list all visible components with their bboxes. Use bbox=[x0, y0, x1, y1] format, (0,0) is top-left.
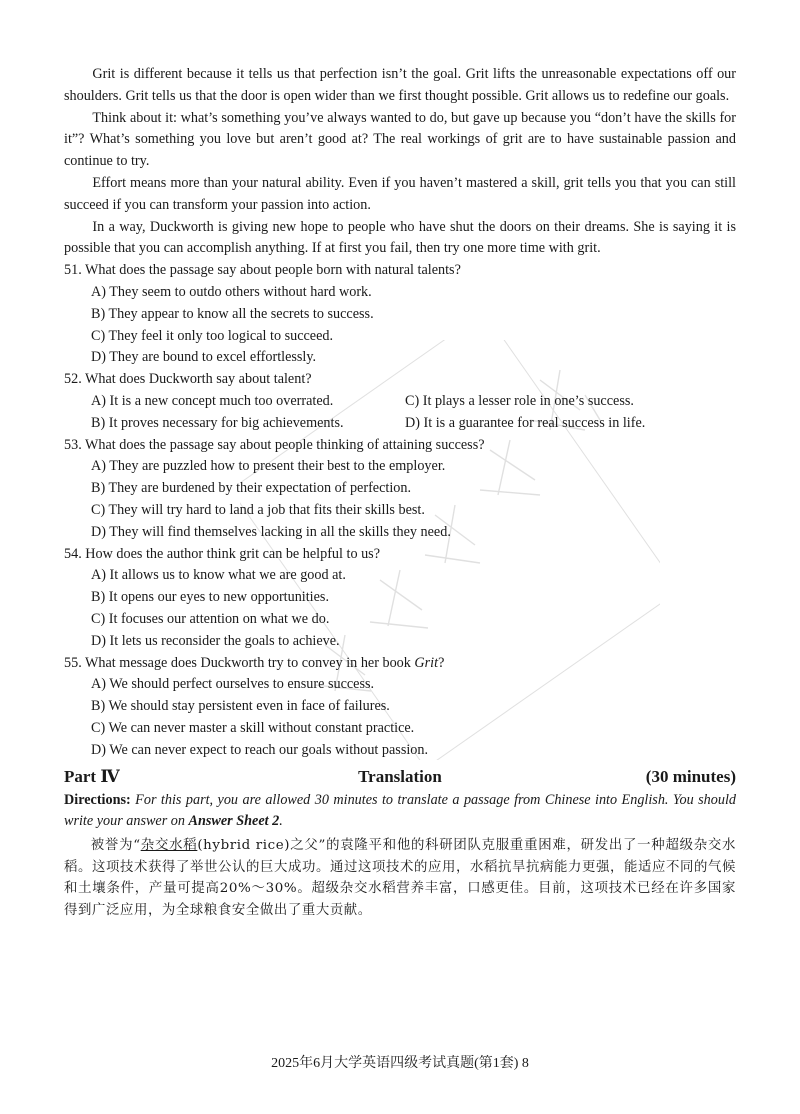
reading-passage bbox=[64, 64, 736, 260]
passage-paragraph: Effort means more than your natural ability. Even if you haven’t mastered a skill, grit tells you that you can still succeed if you can transform your passion into action. bbox=[64, 174, 736, 213]
question-stem: 51. What does the passage say about people born with natural talents? bbox=[64, 262, 461, 279]
directions bbox=[64, 790, 736, 834]
option-a: A) They are puzzled how to present their best to the employer. bbox=[91, 458, 446, 475]
option-a: A) It is a new concept much too overrated. bbox=[91, 392, 334, 409]
part-4-section bbox=[64, 765, 736, 922]
option-d: D) We can never expect to reach our goals without passion. bbox=[91, 741, 429, 758]
directions-end: . bbox=[279, 813, 283, 830]
option-c: C) It focuses our attention on what we do. bbox=[91, 610, 330, 627]
question-55 bbox=[64, 653, 736, 762]
question-54 bbox=[64, 544, 736, 653]
directions-text: For this part, you are allowed 30 minutes to translate a passage from Chinese into English. You should write your answer on bbox=[64, 791, 736, 830]
directions-label: Directions: bbox=[64, 791, 131, 808]
question-51 bbox=[64, 260, 736, 369]
content-area bbox=[64, 64, 736, 921]
question-stem: 53. What does the passage say about people thinking of attaining success? bbox=[64, 436, 485, 453]
option-d: D) It is a guarantee for real success in life. bbox=[405, 414, 646, 431]
part-title: Translation bbox=[358, 766, 442, 786]
translation-text-start: 被誉为“ bbox=[90, 838, 141, 854]
option-row bbox=[91, 391, 736, 413]
passage-paragraph: Think about it: what’s something you’ve always wanted to do, but gave up because you “don’t have the skills for it”? What’s something you love but aren’t good at? The real workings of grit are to have sustainable passion and continue to try. bbox=[64, 109, 736, 170]
translation-passage bbox=[64, 835, 736, 921]
option-d: D) They are bound to excel effortlessly. bbox=[91, 349, 317, 366]
passage-paragraph: In a way, Duckworth is giving new hope to people who have shut the doors on their dreams. She is saying it is possible that you can accomplish anything. If at first you fail, then try one more time with grit. bbox=[64, 218, 736, 257]
part-label: Part Ⅳ bbox=[64, 766, 120, 786]
option-a: A) They seem to outdo others without hard work. bbox=[91, 283, 372, 300]
option-b: B) We should stay persistent even in face of failures. bbox=[91, 698, 390, 715]
option-a: A) It allows us to know what we are good at. bbox=[91, 567, 346, 584]
book-title: Grit bbox=[414, 654, 439, 671]
question-stem: 54. How does the author think grit can be helpful to us? bbox=[64, 545, 380, 562]
option-c: C) We can never master a skill without constant practice. bbox=[91, 719, 415, 736]
answer-sheet-ref: Answer Sheet 2 bbox=[188, 813, 280, 830]
option-d: D) They will find themselves lacking in all the skills they need. bbox=[91, 523, 451, 540]
question-53 bbox=[64, 435, 736, 544]
question-stem: 52. What does Duckworth say about talent? bbox=[64, 371, 312, 388]
option-b: B) They appear to know all the secrets to success. bbox=[91, 305, 374, 322]
question-stem-text: 55. What message does Duckworth try to convey in her book bbox=[64, 654, 415, 671]
option-c: C) They feel it only too logical to succeed. bbox=[91, 327, 334, 344]
question-stem-end: ? bbox=[438, 654, 445, 671]
option-c: C) It plays a lesser role in one’s success. bbox=[405, 392, 634, 409]
part-4-header bbox=[64, 765, 736, 789]
question-52 bbox=[64, 369, 736, 434]
part-time: (30 minutes) bbox=[645, 766, 736, 786]
option-a: A) We should perfect ourselves to ensure success. bbox=[91, 676, 375, 693]
option-row bbox=[91, 413, 736, 435]
underlined-term: 杂交水稻 bbox=[140, 838, 198, 854]
passage-paragraph: Grit is different because it tells us that perfection isn’t the goal. Grit lifts the unreasonable expectations off our shoulders. Grit tells us that the door is open wider than we first thought possible. Grit allows us to redefine our goals. bbox=[64, 66, 736, 104]
option-b: B) It proves necessary for big achievements. bbox=[91, 414, 344, 431]
page-footer: 2025年6月大学英语四级考试真题(第1套) 8 bbox=[271, 1056, 529, 1071]
option-b: B) They are burdened by their expectation of perfection. bbox=[91, 480, 412, 497]
translation-text-rest: (hybrid rice)之父”的袁隆平和他的科研团队克服重重困难，研发出了一种超级杂交水稻。这项技术获得了举世公认的巨大成功。通过这项技术的应用，水稻抗旱抗病能力更强，能适应不同的气候和土壤条件，产量可提高20%～30%。超级杂交水稻营养丰富，口感更佳。目前，这项技术已经在许多国家得到广泛应用，为全球粮食安全做出了重大贡献。 bbox=[64, 838, 736, 918]
option-b: B) It opens our eyes to new opportunities. bbox=[91, 589, 329, 606]
question-stem bbox=[64, 653, 736, 675]
option-d: D) It lets us reconsider the goals to achieve. bbox=[91, 632, 340, 649]
option-c: C) They will try hard to land a job that fits their skills best. bbox=[91, 501, 425, 518]
